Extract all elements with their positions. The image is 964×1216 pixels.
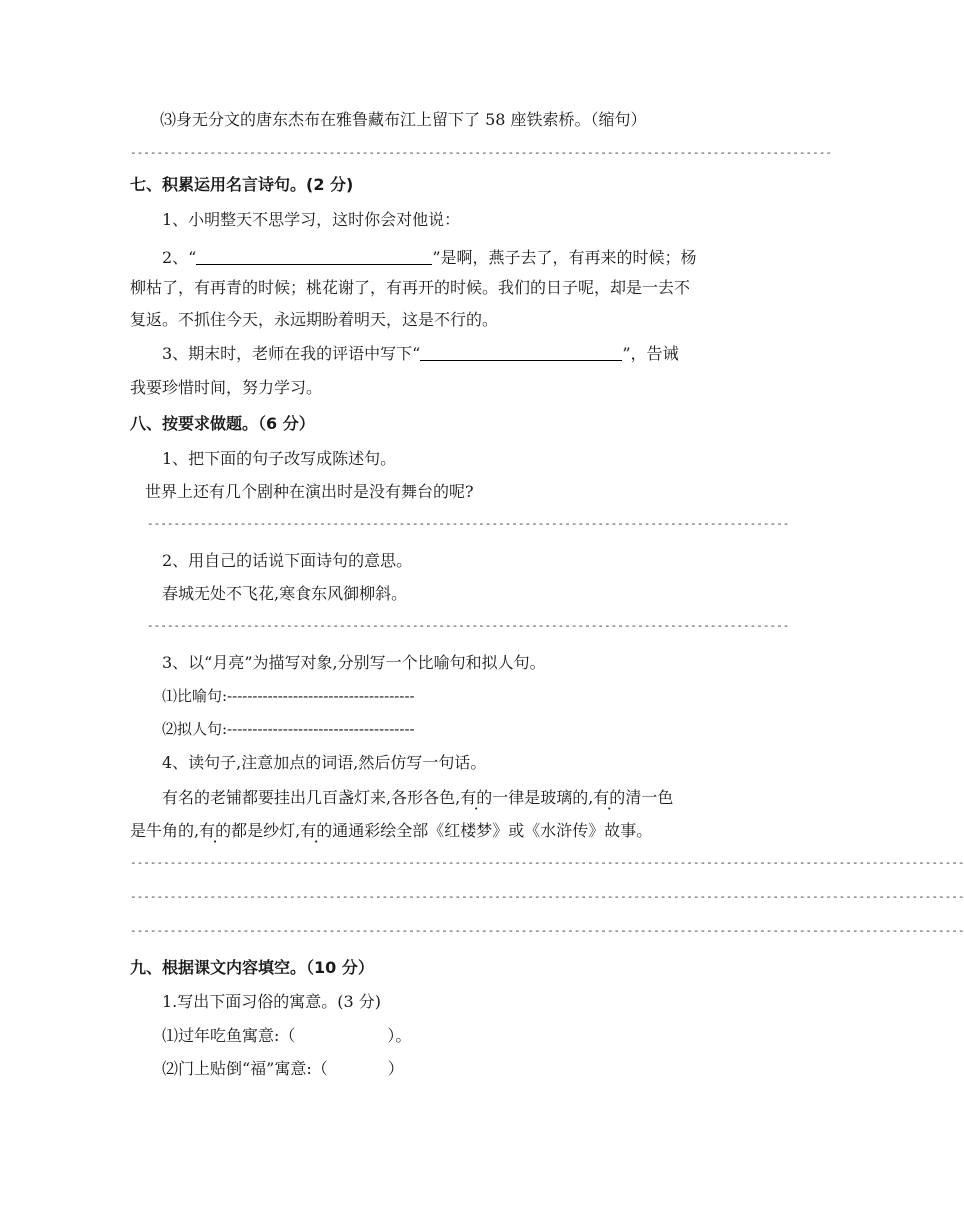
passage-text: 有名的老铺都要挂出几百盏灯来,各形各色, [162, 788, 461, 807]
passage-text: 都是纱灯, [231, 821, 301, 840]
answer-line-8-4-b[interactable]: ------------------------------------------------------------------------------------------------------------------------------ [130, 890, 964, 903]
question-7-3-suffix: ”，告诫 [622, 344, 679, 363]
answer-line-8-4-c[interactable]: ------------------------------------------------------------------------------------------------------------------------------ [130, 924, 964, 937]
question-8-3-personification [162, 718, 415, 740]
question-7-2-line3: 复返。不抓住今天，永远期盼着明天，这是不行的。 [130, 310, 499, 329]
question-8-4: 4、读句子,注意加点的词语,然后仿写一句话。 [162, 753, 487, 772]
answer-line-6-3[interactable]: ---------------------------------------------------------------------------------------------------------- [130, 146, 832, 159]
question-8-2-poem: 春城无处不飞花,寒食东风御柳斜。 [162, 584, 408, 603]
question-7-2-prefix: 2、“ [162, 248, 197, 267]
question-6-3: ⑶身无分文的唐东杰布在雅鲁藏布江上留下了 58 座铁索桥。（缩句） [160, 110, 647, 129]
emphasized-word: 有的 [593, 788, 626, 807]
question-9-1-a-close: ）。 [387, 1026, 412, 1045]
question-7-2-line2: 柳枯了，有再青的时候；桃花谢了，有再开的时候。我们的日子呢，却是一去不 [130, 278, 691, 297]
simile-answer-line[interactable]: ⑴比喻句:------------------------------------- [162, 687, 415, 705]
passage-text: 清一色 [625, 788, 674, 807]
question-7-3-line1 [162, 343, 679, 365]
passage-text: 一律是玻璃的, [492, 788, 594, 807]
question-8-3-simile [162, 685, 415, 707]
passage-text: 通通彩绘全部《红楼梦》或《水浒传》故事。 [332, 821, 653, 840]
question-8-4-passage-line1 [162, 787, 673, 809]
question-9-1: 1.写出下面习俗的寓意。(3 分) [162, 992, 382, 1011]
answer-line-8-4-a[interactable]: ------------------------------------------------------------------------------------------------------------------------------ [130, 856, 964, 869]
question-7-2-suffix: ”是啊，燕子去了，有再来的时候；杨 [432, 248, 697, 267]
question-8-3: 3、以“月亮”为描写对象,分别写一个比喻句和拟人句。 [162, 653, 546, 672]
question-9-1-a-label: ⑴过年吃鱼寓意:（ [162, 1026, 296, 1045]
question-9-1-b [162, 1058, 404, 1080]
question-7-3-line2: 我要珍惜时间，努力学习。 [130, 378, 323, 397]
question-8-1-sentence: 世界上还有几个剧种在演出时是没有舞台的呢? [145, 482, 474, 501]
question-9-1-b-close: ） [387, 1059, 404, 1078]
question-8-4-passage-line2 [130, 820, 652, 842]
answer-line-8-2[interactable]: ------------------------------------------------------------------------------------------------- [147, 619, 790, 632]
question-7-3-prefix: 3、期末时，老师在我的评语中写下“ [162, 344, 421, 363]
emphasized-word: 有的 [199, 821, 232, 840]
question-8-1: 1、把下面的句子改写成陈述句。 [162, 449, 397, 468]
section-7-heading: 七、积累运用名言诗句。(2 分) [130, 175, 354, 194]
question-8-2: 2、用自己的话说下面诗句的意思。 [162, 551, 413, 570]
question-7-1: 1、小明整天不思学习，这时你会对他说： [162, 210, 461, 229]
answer-line-8-1[interactable]: ------------------------------------------------------------------------------------------------- [147, 517, 790, 530]
passage-text: 是牛角的, [130, 821, 200, 840]
emphasized-word: 有的 [460, 788, 493, 807]
question-9-1-a [162, 1025, 411, 1047]
question-7-2-line1 [162, 247, 697, 269]
emphasized-word: 有的 [300, 821, 333, 840]
question-9-1-b-label: ⑵门上贴倒“福”寓意:（ [162, 1059, 328, 1078]
blank-7-2[interactable] [196, 248, 432, 265]
section-8-heading: 八、按要求做题。（6 分） [130, 414, 315, 433]
personification-answer-line[interactable]: ⑵拟人句:------------------------------------- [162, 720, 415, 738]
section-9-heading: 九、根据课文内容填空。（10 分） [130, 958, 374, 977]
blank-7-3[interactable] [420, 344, 622, 361]
